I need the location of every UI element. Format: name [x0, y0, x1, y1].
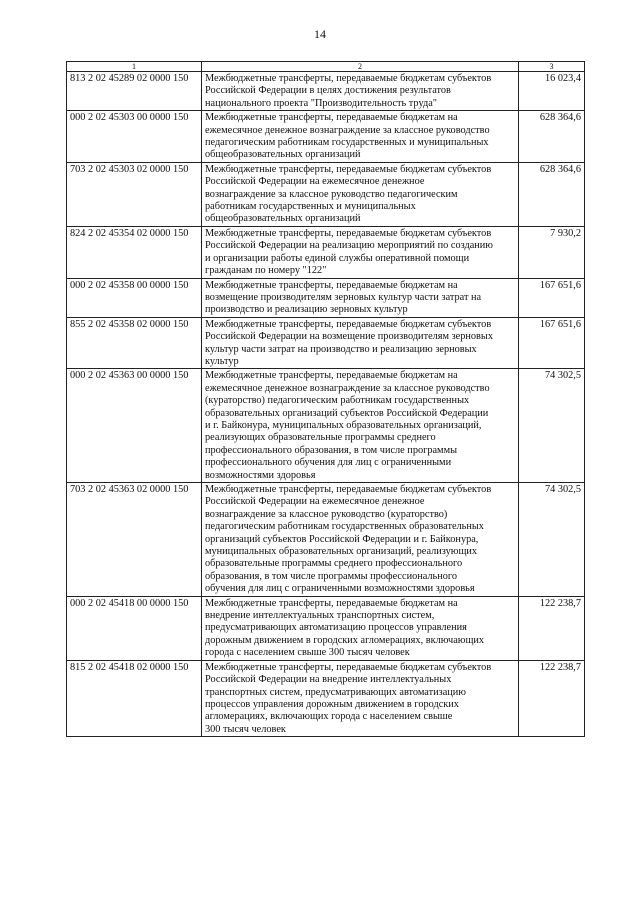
budget-classification-code: 815 2 02 45418 02 0000 150 — [67, 660, 202, 736]
description-line: педагогическим работникам государственных и муниципальных — [205, 137, 489, 149]
revenue-description — [202, 278, 519, 317]
table-row — [67, 278, 585, 317]
table-row — [67, 317, 585, 369]
budget-revenue-table — [66, 61, 585, 737]
amount-value: 7 930,2 — [519, 226, 585, 278]
column-header-amount: 3 — [519, 62, 585, 72]
description-line: Межбюджетные трансферты, передаваемые бюджетам субъектов — [205, 163, 492, 175]
description-line: организаций субъектов Российской Федерации и г. Байконура, — [205, 533, 479, 545]
description-line: Межбюджетные трансферты, передаваемые бюджетам субъектов — [205, 484, 492, 495]
table-row — [67, 162, 585, 226]
description-line: дорожным движением в городских агломерациях, включающих — [205, 634, 485, 646]
table-row — [67, 483, 585, 597]
revenue-description — [202, 111, 519, 163]
description-line: Межбюджетные трансферты, передаваемые бюджетам на — [205, 370, 458, 382]
description-line: Межбюджетные трансферты, передаваемые бюджетам на — [205, 279, 458, 291]
description-line: Межбюджетные трансферты, передаваемые бюджетам субъектов — [205, 661, 492, 673]
description-line: работникам государственных и муниципальных — [205, 201, 416, 213]
description-line: Российской Федерации на внедрение интеллектуальных — [205, 674, 452, 686]
budget-classification-code: 824 2 02 45354 02 0000 150 — [67, 226, 202, 278]
description-line: предусматривающих автоматизацию процессов управления — [205, 622, 467, 634]
description-line: Российской Федерации на ежемесячное денежное — [205, 496, 425, 508]
description-line: ежемесячное денежное вознаграждение за классное руководство — [205, 382, 490, 394]
table-row — [67, 660, 585, 736]
description-line: культур — [205, 355, 239, 367]
column-header-description: 2 — [202, 62, 519, 72]
description-line: и организации работы единой службы оперативной помощи — [205, 252, 470, 264]
description-line: педагогическим работникам государственных образовательных — [205, 521, 484, 533]
description-line: муниципальных образовательных организаций, реализующих — [205, 546, 478, 558]
description-line: Российской Федерации на реализацию мероприятий по созданию — [205, 240, 493, 252]
revenue-description — [202, 72, 519, 111]
description-line: внедрение интеллектуальных транспортных систем, — [205, 610, 435, 622]
amount-value: 167 651,6 — [519, 278, 585, 317]
description-line: образования, в том числе программы профессионального — [205, 570, 458, 582]
revenue-description — [202, 483, 519, 597]
description-line: и г. Байконура, муниципальных образовательных организаций, — [205, 419, 482, 431]
description-line: процессов управления дорожным движением в городских — [205, 698, 459, 710]
description-line: Российской Федерации на ежемесячное денежное — [205, 176, 425, 188]
column-header-code: 1 — [67, 62, 202, 72]
budget-classification-code: 703 2 02 45363 02 0000 150 — [67, 483, 202, 597]
description-line: Межбюджетные трансферты, передаваемые бюджетам на — [205, 597, 458, 609]
revenue-description — [202, 596, 519, 660]
description-line: Межбюджетные трансферты, передаваемые бюджетам субъектов — [205, 73, 492, 84]
amount-value: 122 238,7 — [519, 660, 585, 736]
page-number: 14 — [314, 27, 326, 41]
table-row — [67, 72, 585, 111]
budget-classification-code: 703 2 02 45303 02 0000 150 — [67, 162, 202, 226]
description-line: транспортных систем, предусматривающих автоматизацию — [205, 686, 466, 698]
description-line: культур части затрат на производство и реализацию зерновых — [205, 343, 477, 355]
description-line: вознаграждение за классное руководство педагогическим — [205, 188, 458, 200]
description-line: агломерациях, включающих города с населением свыше — [205, 711, 453, 723]
description-line: города с населением свыше 300 тысяч человек — [205, 647, 410, 659]
description-line: производство и реализацию зерновых культур — [205, 304, 408, 316]
revenue-description — [202, 226, 519, 278]
description-line: возможностями здоровья — [205, 469, 316, 481]
revenue-description — [202, 369, 519, 483]
description-line: (кураторство) педагогическим работникам государственных — [205, 395, 470, 407]
revenue-description — [202, 660, 519, 736]
description-line: вознаграждение за классное руководство (кураторство) — [205, 508, 448, 520]
description-line: образовательные программы среднего профессионального — [205, 558, 463, 570]
description-line: 300 тысяч человек — [205, 723, 286, 735]
description-line: профессионального образования, в том числе программы — [205, 444, 458, 456]
budget-classification-code: 000 2 02 45363 00 0000 150 — [67, 369, 202, 483]
description-line: гражданам по номеру "122" — [205, 265, 327, 277]
description-line: реализующих образовательные программы среднего — [205, 432, 436, 444]
description-line: обучения для лиц с ограниченными возможностями здоровья — [205, 583, 475, 595]
description-line: общеобразовательных организаций — [205, 213, 361, 225]
revenue-description — [202, 162, 519, 226]
revenue-description — [202, 317, 519, 369]
budget-classification-code: 000 2 02 45418 00 0000 150 — [67, 596, 202, 660]
description-line: общеобразовательных организаций — [205, 149, 361, 161]
description-line: Межбюджетные трансферты, передаваемые бюджетам на — [205, 112, 458, 124]
budget-classification-code: 000 2 02 45303 00 0000 150 — [67, 111, 202, 163]
budget-classification-code: 000 2 02 45358 00 0000 150 — [67, 278, 202, 317]
description-line: Российской Федерации в целях достижения результатов — [205, 85, 451, 97]
description-line: профессионального обучения для лиц с ограниченными — [205, 457, 452, 469]
description-line: образовательных организаций субъектов Российской Федерации — [205, 407, 489, 419]
amount-value: 16 023,4 — [519, 72, 585, 111]
description-line: национального проекта "Производительность труда" — [205, 97, 437, 109]
description-line: Российской Федерации на возмещение производителям зерновых — [205, 331, 493, 343]
table-header-row — [67, 62, 585, 72]
amount-value: 122 238,7 — [519, 596, 585, 660]
table-row — [67, 226, 585, 278]
description-line: Межбюджетные трансферты, передаваемые бюджетам субъектов — [205, 227, 492, 239]
description-line: Межбюджетные трансферты, передаваемые бюджетам субъектов — [205, 318, 492, 330]
amount-value: 74 302,5 — [519, 483, 585, 597]
description-line: возмещение производителям зерновых культур части затрат на — [205, 291, 482, 303]
table-row — [67, 111, 585, 163]
budget-classification-code: 855 2 02 45358 02 0000 150 — [67, 317, 202, 369]
description-line: ежемесячное денежное вознаграждение за классное руководство — [205, 124, 490, 136]
amount-value: 628 364,6 — [519, 111, 585, 163]
table-row — [67, 369, 585, 483]
table-row — [67, 596, 585, 660]
amount-value: 167 651,6 — [519, 317, 585, 369]
amount-value: 74 302,5 — [519, 369, 585, 483]
amount-value: 628 364,6 — [519, 162, 585, 226]
budget-classification-code: 813 2 02 45289 02 0000 150 — [67, 72, 202, 111]
